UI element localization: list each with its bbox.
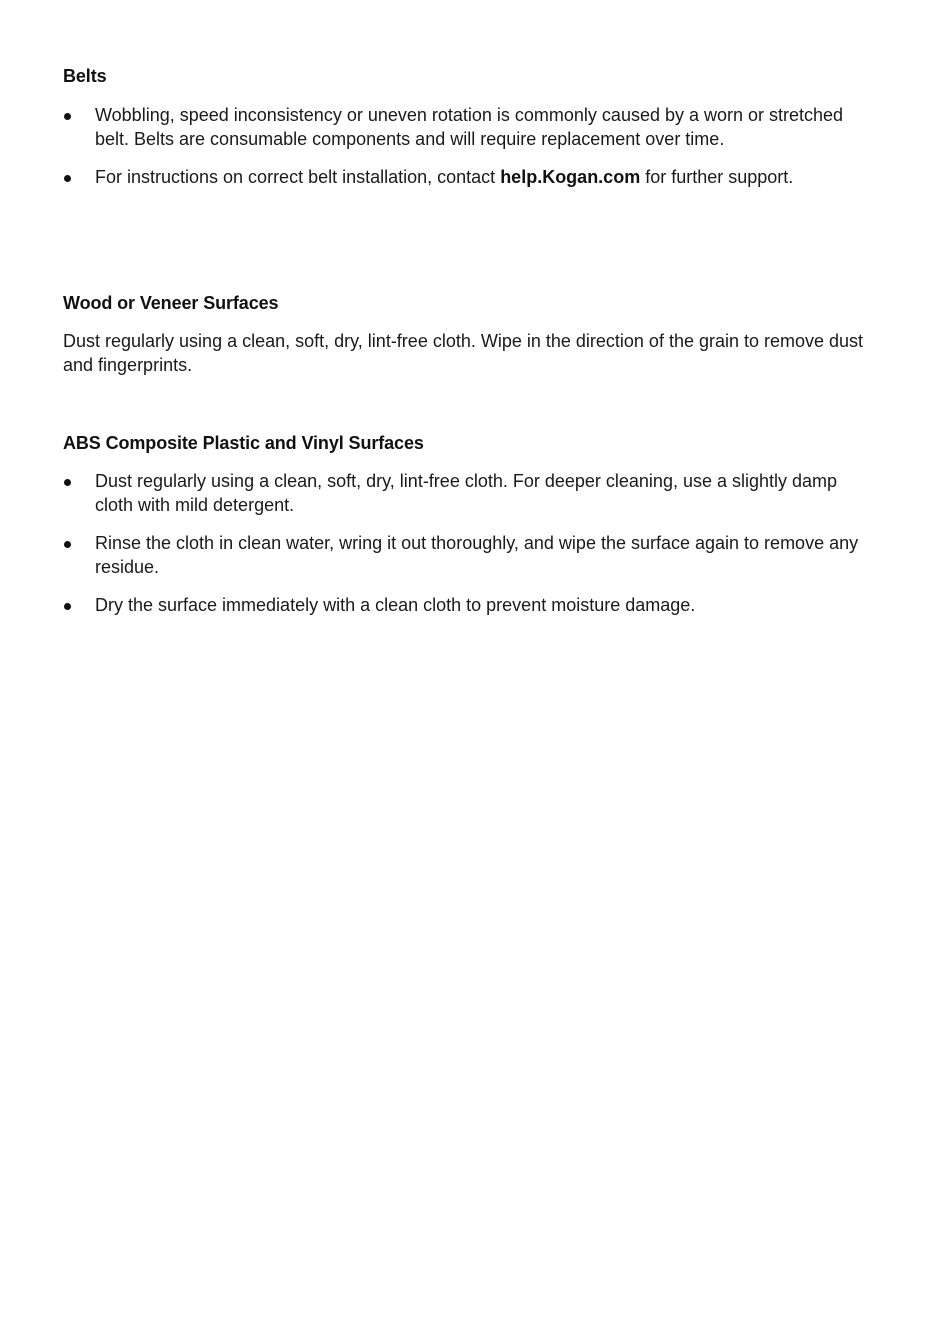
abs-item-text: Rinse the cloth in clean water, wring it out thoroughly, and wipe the surface again to remove any residue. — [95, 533, 859, 577]
wood-heading: Wood or Veneer Surfaces — [63, 293, 279, 313]
bullet-icon — [64, 541, 71, 548]
belts-item-text: Wobbling, speed inconsistency or uneven rotation is commonly caused by a worn or stretched belt. Belts are consumable components and will require replacement over time. — [95, 105, 844, 149]
wood-paragraph: Dust regularly using a clean, soft, dry, lint-free cloth. Wipe in the direction of the grain to remove dust and fingerprints. — [63, 331, 864, 375]
list-item — [63, 593, 873, 617]
list-item — [63, 103, 873, 151]
bullet-icon — [64, 479, 71, 486]
wood-section — [63, 291, 873, 377]
abs-heading: ABS Composite Plastic and Vinyl Surfaces — [63, 433, 424, 453]
list-item — [63, 165, 873, 189]
abs-item-text: Dust regularly using a clean, soft, dry, lint-free cloth. For deeper cleaning, use a slightly damp cloth with mild detergent. — [95, 471, 838, 515]
abs-section — [63, 431, 873, 617]
belts-item-text-before: For instructions on correct belt installation, contact — [95, 167, 501, 187]
belts-list — [63, 103, 873, 189]
belts-item-text-after: for further support. — [640, 167, 794, 187]
list-item — [63, 469, 873, 517]
belts-heading: Belts — [63, 66, 107, 86]
belts-section — [63, 64, 873, 189]
list-item — [63, 531, 873, 579]
bullet-icon — [64, 113, 71, 120]
abs-list — [63, 469, 873, 617]
bullet-icon — [64, 175, 71, 182]
abs-item-text: Dry the surface immediately with a clean cloth to prevent moisture damage. — [95, 595, 696, 615]
bullet-icon — [64, 603, 71, 610]
support-website-text: help.Kogan.com — [500, 167, 641, 187]
